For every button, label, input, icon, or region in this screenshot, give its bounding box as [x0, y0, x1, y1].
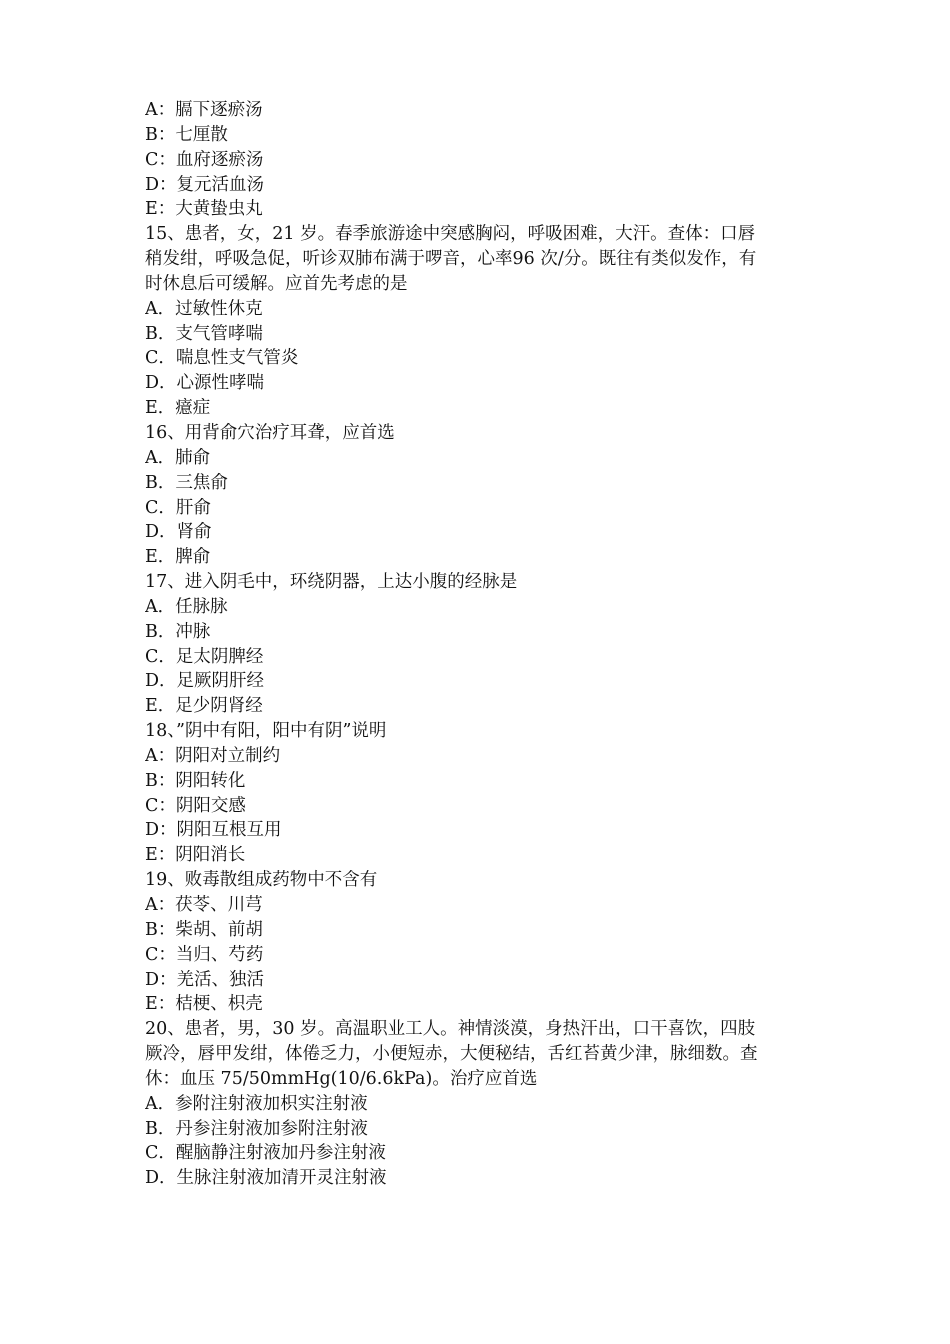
- answer-option: D．肾俞: [145, 522, 212, 543]
- question-stem: [145, 719, 815, 744]
- answer-option: D．心源性哮喘: [145, 373, 265, 394]
- answer-option: B：柴胡、前胡: [145, 919, 263, 940]
- answer-option: C．醒脑静注射液加丹参注射液: [145, 1143, 386, 1164]
- answer-option: E：桔梗、枳壳: [145, 994, 263, 1015]
- answer-option: A．参附注射液加枳实注射液: [145, 1093, 368, 1114]
- question-line: 17、进入阴毛中，环绕阴器，上达小腹的经脉是: [145, 572, 518, 593]
- answer-option: A．肺俞: [145, 447, 211, 468]
- answer-option: E：大黄蛰虫丸: [145, 199, 263, 220]
- answer-option: B．三焦俞: [145, 472, 228, 493]
- answer-option: D：羌活、独活: [145, 969, 265, 990]
- question-line: 时休息后可缓解。应首先考虑的是: [145, 273, 408, 294]
- answer-option: E．癔症: [145, 398, 211, 419]
- answer-option: D：阴阳互根互用: [145, 820, 282, 841]
- answer-option: B：七厘散: [145, 124, 228, 145]
- question-line: 稍发绀，呼吸急促，听诊双肺布满于啰音，心率96 次/分。既往有类似发作，有: [145, 249, 757, 270]
- answer-option: A：茯苓、川芎: [145, 895, 263, 915]
- answer-option: B．丹参注射液加参附注射液: [145, 1118, 368, 1139]
- answer-option: A．过敏性休克: [145, 298, 263, 319]
- answer-option: B．支气管哮喘: [145, 323, 263, 344]
- answer-option: E．足少阴肾经: [145, 696, 263, 717]
- question-stem: [145, 421, 815, 446]
- answer-option: E．脾俞: [145, 547, 211, 568]
- question-stem: [145, 1017, 815, 1092]
- question-line: 休：血压 75/50mmHg(10/6.6kPa)。治疗应首选: [145, 1068, 538, 1089]
- answer-option: A：阴阳对立制约: [145, 745, 281, 766]
- answer-option: C．肝俞: [145, 497, 211, 518]
- question-line: 16、用背俞穴治疗耳聋，应首选: [145, 422, 395, 443]
- question-line: 18、”阴中有阳，阳中有阴”说明: [145, 721, 387, 742]
- answer-option: B：阴阳转化: [145, 770, 246, 791]
- answer-option: A：膈下逐瘀汤: [145, 100, 263, 120]
- answer-option: D．生脉注射液加清开灵注射液: [145, 1168, 387, 1189]
- document-page: [145, 98, 815, 1191]
- question-line: 20、患者，男，30 岁。高温职业工人。神情淡漠，身热汗出，口干喜饮，四肢: [145, 1019, 756, 1040]
- question-stem: [145, 868, 815, 893]
- question-line: 19、败毒散组成药物中不含有: [145, 870, 378, 891]
- answer-option: A．任脉脉: [145, 596, 228, 617]
- answer-option: C．喘息性支气管炎: [145, 348, 299, 369]
- question-stem: [145, 222, 815, 297]
- answer-option: E：阴阳消长: [145, 845, 246, 866]
- answer-option: C．足太阴脾经: [145, 646, 264, 667]
- answer-option: C：阴阳交感: [145, 795, 246, 816]
- question-stem: [145, 570, 815, 595]
- answer-option: D：复元活血汤: [145, 174, 265, 195]
- answer-option: C：当归、芍药: [145, 944, 264, 965]
- question-line: 15、患者，女，21 岁。春季旅游途中突感胸闷，呼吸困难，大汗。查体：口唇: [145, 224, 756, 245]
- answer-option: D．足厥阴肝经: [145, 671, 265, 692]
- answer-option: B．冲脉: [145, 621, 211, 642]
- answer-option: C：血府逐瘀汤: [145, 149, 264, 170]
- question-line: 厥冷，唇甲发绀，体倦乏力，小便短赤，大便秘结，舌红苔黄少津，脉细数。查: [145, 1044, 758, 1065]
